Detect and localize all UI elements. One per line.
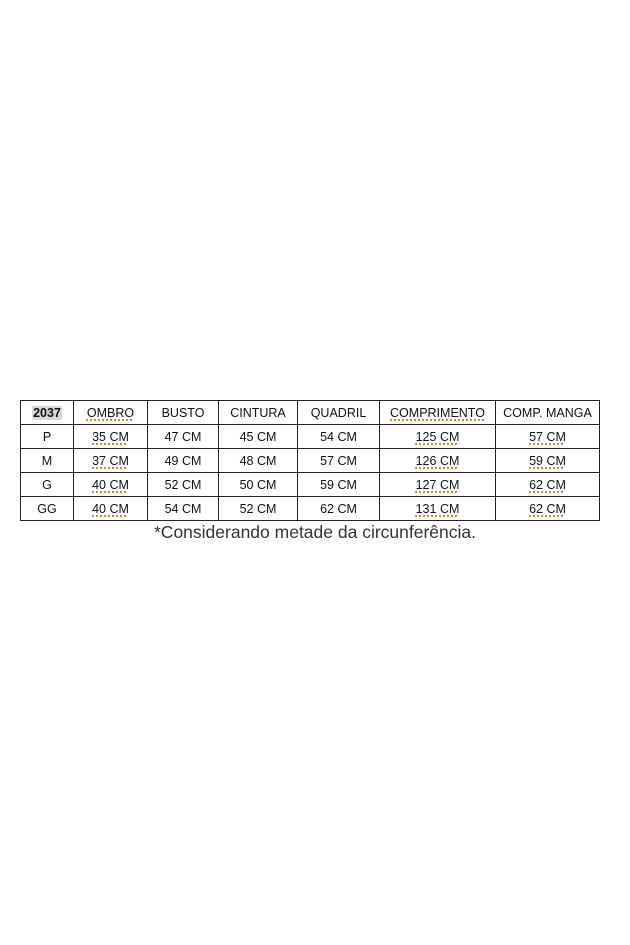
table-row — [21, 497, 600, 521]
header-comprimento: COMPRIMENTO — [380, 401, 496, 425]
busto-value: 47 CM — [148, 425, 219, 449]
comprimento-value: 131 CM — [380, 497, 496, 521]
quadril-value: 59 CM — [298, 473, 380, 497]
quadril-value: 54 CM — [298, 425, 380, 449]
ombro-value: 40 CM — [74, 473, 148, 497]
header-busto: BUSTO — [148, 401, 219, 425]
cintura-value: 45 CM — [219, 425, 298, 449]
ombro-value: 40 CM — [74, 497, 148, 521]
comprimento-value: 125 CM — [380, 425, 496, 449]
cintura-value: 50 CM — [219, 473, 298, 497]
size-label: M — [21, 449, 74, 473]
cintura-value: 48 CM — [219, 449, 298, 473]
size-label: P — [21, 425, 74, 449]
measurement-footnote: *Considerando metade da circunferência. — [154, 522, 476, 542]
ombro-value: 35 CM — [74, 425, 148, 449]
busto-value: 49 CM — [148, 449, 219, 473]
header-quadril: QUADRIL — [298, 401, 380, 425]
table-row — [21, 449, 600, 473]
quadril-value: 62 CM — [298, 497, 380, 521]
comp-manga-value: 62 CM — [496, 473, 600, 497]
header-row — [21, 401, 600, 425]
product-code: 2037 — [33, 405, 61, 420]
comprimento-value: 127 CM — [380, 473, 496, 497]
table-row — [21, 473, 600, 497]
header-cintura: CINTURA — [219, 401, 298, 425]
busto-value: 52 CM — [148, 473, 219, 497]
ombro-value: 37 CM — [74, 449, 148, 473]
comp-manga-value: 57 CM — [496, 425, 600, 449]
cintura-value: 52 CM — [219, 497, 298, 521]
size-label: GG — [21, 497, 74, 521]
comprimento-value: 126 CM — [380, 449, 496, 473]
comp-manga-value: 59 CM — [496, 449, 600, 473]
header-comp-manga: COMP. MANGA — [496, 401, 600, 425]
header-ombro: OMBRO — [74, 401, 148, 425]
comp-manga-value: 62 CM — [496, 497, 600, 521]
busto-value: 54 CM — [148, 497, 219, 521]
product-code-cell — [21, 401, 74, 425]
table-row — [21, 425, 600, 449]
size-label: G — [21, 473, 74, 497]
quadril-value: 57 CM — [298, 449, 380, 473]
size-chart-table — [20, 400, 600, 521]
